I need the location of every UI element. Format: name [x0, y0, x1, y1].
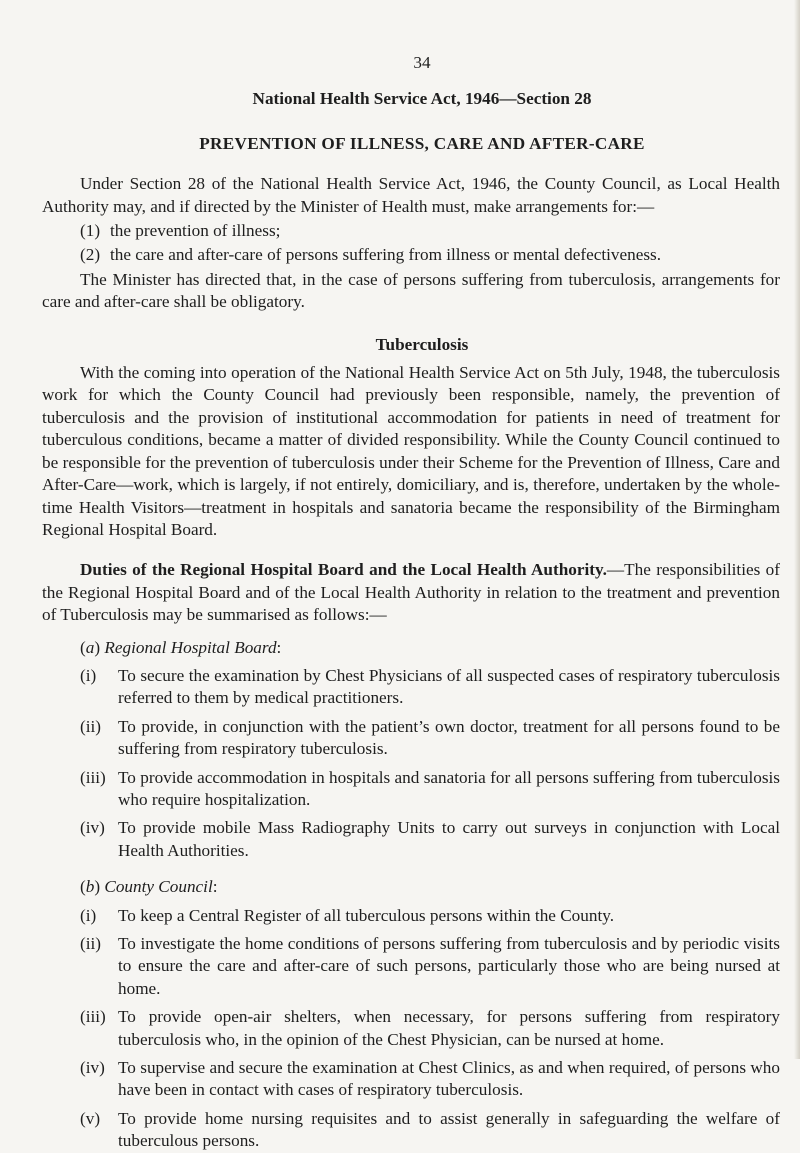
item-text: To investigate the home conditions of persons suffering from tuberculosis and by periodic visits to ensure the care and after-care of such persons, particularly those who are being nursed at home. — [118, 934, 780, 998]
item-number: (iii) — [80, 1007, 106, 1027]
item-text: To provide open-air shelters, when necessary, for persons suffering from respiratory tuberculosis who, in the opinion of the Chest Physician, can be nursed at home. — [118, 1007, 780, 1049]
item-number: (ii) — [80, 934, 101, 953]
section-a-letter: a — [85, 637, 95, 657]
intro-item-text: the prevention of illness; — [110, 221, 281, 241]
item-number: (i) — [80, 665, 97, 685]
main-heading: PREVENTION OF ILLNESS, CARE AND AFTER-CARE — [199, 133, 645, 153]
section-b-item — [42, 905, 780, 927]
intro-paragraph: Under Section 28 of the National Health Service Act, 1946, the County Council, as Local Health Authority may, and if directed by the Minister of Health must, make arrangements for:— — [42, 174, 780, 216]
section-a-title: Regional Hospital Board — [104, 637, 277, 657]
intro-item-text: the care and after-care of persons suffering from illness or mental defectiveness. — [110, 245, 662, 265]
minister-paragraph: The Minister has directed that, in the case of persons suffering from tuberculosis, arrangements for care and after-care shall be obligatory. — [42, 269, 780, 312]
item-text: To keep a Central Register of all tuberculous persons within the County. — [118, 905, 615, 925]
section-b-item — [42, 1057, 780, 1102]
item-number: (iii) — [80, 767, 106, 787]
item-text: To supervise and secure the examination at Chest Clinics, as and when required, of persons who have been in contact with cases of respiratory tuberculosis. — [118, 1058, 780, 1100]
intro-item-number: (2) — [80, 245, 101, 265]
intro-item — [42, 220, 780, 242]
section-a-item — [42, 665, 780, 710]
item-number: (v) — [80, 1108, 101, 1128]
item-number: (iv) — [80, 818, 105, 838]
tuberculosis-paragraph: With the coming into operation of the National Health Service Act on 5th July, 1948, the tuberculosis work for which the County Council had previously been responsible, namely, the prevention of tuberculosis and the provision of institutional accommodation for patients in need of treatment for tuberculous conditions, became a matter of divided responsibility. While the County Council continued to be responsible for the prevention of tuberculosis under their Scheme for the Prevention of Illness, Care and After-Care—work, which is largely, if not entirely, domiciliary, and is, therefore, undertaken by the whole-time Health Visitors—treatment in hospitals and sanatoria became the responsibility of the Birmingham Regional Hospital Board. — [42, 363, 780, 539]
item-number: (ii) — [80, 716, 101, 736]
tuberculosis-heading: Tuberculosis — [375, 334, 469, 354]
item-text: To provide mobile Mass Radiography Units to carry out surveys in conjunction with Local Health Authorities. — [118, 818, 780, 860]
act-heading: National Health Service Act, 1946—Section 28 — [252, 89, 592, 109]
page-edge-shadow — [794, 0, 800, 1059]
section-a-heading: (a) Regional Hospital Board: — [80, 637, 282, 657]
item-number: (i) — [80, 905, 97, 925]
duties-text: —The responsibilities of the Regional Hospital Board and of the Local Health Authority in relation to the treatment and prevention of Tuberculosis may be summarised as follows:— — [42, 560, 780, 625]
section-b-letter: b — [85, 877, 95, 897]
duties-paragraph — [42, 559, 780, 626]
section-b-title: County Council — [104, 877, 213, 897]
intro-item-number: (1) — [80, 221, 101, 241]
item-number: (iv) — [80, 1058, 105, 1078]
page-number: 34 — [413, 53, 431, 72]
section-a-item — [42, 716, 780, 761]
section-b-item — [42, 1108, 780, 1153]
duties-heading: Duties of the Regional Hospital Board and the Local Health Authority. — [80, 560, 607, 580]
item-text: To provide home nursing requisites and to assist generally in safeguarding the welfare of tuberculous persons. — [118, 1108, 780, 1151]
intro-item — [42, 244, 780, 266]
item-text: To provide accommodation in hospitals and sanatoria for all persons suffering from tuberculosis who require hospitalization. — [118, 767, 780, 809]
item-text: To provide, in conjunction with the patient’s own doctor, treatment for all persons found to be suffering from respiratory tuberculosis. — [118, 716, 780, 759]
section-b-item — [42, 1006, 780, 1051]
section-b-item — [42, 933, 780, 1000]
section-a-item — [42, 817, 780, 862]
section-a-item — [42, 767, 780, 812]
section-b-heading: (b) County Council: — [80, 877, 218, 897]
item-text: To secure the examination by Chest Physicians of all suspected cases of respiratory tuberculosis referred to them by medical practitioners. — [118, 665, 780, 708]
